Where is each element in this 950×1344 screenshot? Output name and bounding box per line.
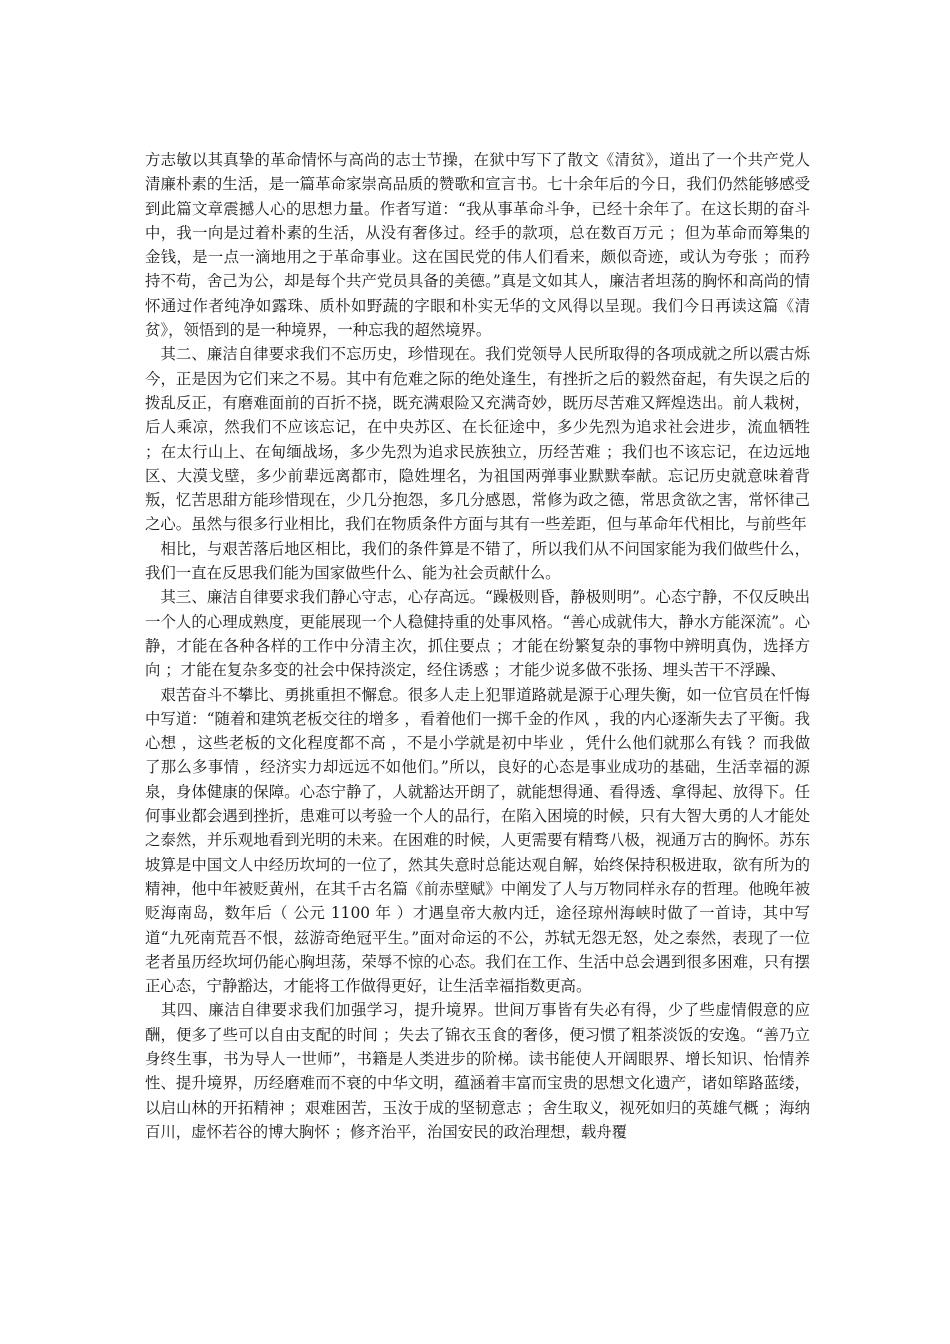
paragraph-2: 其二、廉洁自律要求我们不忘历史，珍惜现在。我们党领导人民所取得的各项成就之所以震古烁今，正是因为它们来之不易。其中有危难之际的绝处逢生，有挫折之后的毅然奋起，有失误之后的拨乱反正，有磨难面前的百折不挠，既充满艰险又充满奇妙，既历尽苦难又辉煌迭出。前人栽树，后人乘凉，然我们不应该忘记，在中央苏区、在长征途中，多少先烈为追求社会进步，流血牺牲 ；在太行山上、在甸缅战场，多少先烈为追求民族独立，历经苦难 ；我们也不该忘记，在边远地区、大漠戈壁，多少前辈远离都市，隐姓埋名，为祖国两弹事业默默奉献。忘记历史就意味着背叛，忆苦思甜方能珍惜现在，少几分抱怨，多几分感恩，常修为政之德，常思贪欲之害，常怀律己之心。虽然与很多行业相比，我们在物质条件方面与其有一些差距，但与革命年代相比，与前些年 [145, 345, 810, 534]
paragraph-1: 方志敏以其真挚的革命情怀与高尚的志士节操，在狱中写下了散文《清贫》，道出了一个共产党人清廉朴素的生活，是一篇革命家崇高品质的赞歌和宣言书。七十余年后的今日，我们仍然能够感受到此篇文章震撼人心的思想力量。作者写道：“我从事革命斗争，已经十余年了。在这长期的奋斗中，我一向是过着朴素的生活，从没有奢侈过。经手的款项，总在数百万元 ；但为革命而筹集的金钱，是一点一滴地用之于革命事业。这在国民党的伟人们看来，颇似奇迹，或认为夸张 ；而矜持不苟，舍己为公，却是每个共产党员具备的美德。”真是文如其人，廉洁者坦荡的胸怀和高尚的情怀通过作者纯净如露珠、质朴如野蔬的字眼和朴实无华的文风得以呈现。我们今日再读这篇《清贫》，领悟到的是一种境界，一种忘我的超然境界。 [145, 151, 810, 340]
paragraph-5: 艰苦奋斗不攀比、勇挑重担不懈怠。很多人走上犯罪道路就是源于心理失衡，如一位官员在忏悔中写道：“随着和建筑老板交往的增多 ，看着他们一掷千金的作风 ，我的内心逐渐失去了平衡。我心想 ，这些老板的文化程度都不高 ，不是小学就是初中毕业 ，凭什么他们就那么有钱 ？而我做了那么多事情 ，经济实力却远远不如他们。”所以，良好的心态是事业成功的基础，生活幸福的源泉，身体健康的保障。心态宁静了，人就豁达开朗了，就能想得通、看得透、拿得起、放得下。任何事业都会遇到挫折，患难可以考验一个人的品行，在陷入困境的时候，只有大智大勇的人才能处之泰然，并乐观地看到光明的未来。在困难的时候，人更需要有精骛八极，视通万古的胸怀。苏东坡算是中国文人中经历坎坷的一位了，然其失意时总能达观自解，始终保持积极进取，欲有所为的精神，他中年被贬黄州，在其千古名篇《前赤壁赋》中阐发了人与万物同样永存的哲理。他晚年被贬海南岛，数年后（ 公元 1100 年 ）才遇皇帝大赦内迁，途径琼州海峡时做了一首诗，其中写道“九死南荒吾不恨，兹游奇绝冠平生。”面对命运的不公，苏轼无怨无怒，处之泰然，表现了一位老者虽历经坎坷仍能心胸坦荡，荣辱不惊的心态。我们在工作、生活中总会遇到很多困难，只有摆正心态，宁静豁达，才能将工作做得更好，让生活幸福指数更高。 [145, 685, 810, 996]
paragraph-3: 相比，与艰苦落后地区相比，我们的条件算是不错了，所以我们从不问国家能为我们做些什么，我们一直在反思我们能为国家做些什么、能为社会贡献什么。 [145, 539, 810, 583]
paragraph-4: 其三、廉洁自律要求我们静心守志，心存高远。“躁极则昏，静极则明”。心态宁静，不仅反映出一个人的心理成熟度，更能展现一个人稳健持重的处事风格。“善心成就伟大，静水方能深流”。心静，才能在各种各样的工作中分清主次，抓住要点 ；才能在纷繁复杂的事物中辨明真伪，选择方向 ；才能在复杂多变的社会中保持淡定，经住诱惑 ；才能少说多做不张扬、埋头苦干不浮躁、 [145, 588, 810, 680]
paragraph-6: 其四、廉洁自律要求我们加强学习，提升境界。世间万事皆有失必有得，少了些虚情假意的应酬，便多了些可以自由支配的时间 ；失去了锦衣玉食的奢侈，便习惯了粗茶淡饭的安逸。“善乃立身终生事，书为导人一世师”，书籍是人类进步的阶梯。读书能使人开阔眼界、增长知识、怡情养性、提升境界，历经磨难而不衰的中华文明，蕴涵着丰富而宝贵的思想文化遗产，诸如筚路蓝缕，以启山林的开拓精神 ；艰难困苦，玉汝于成的坚韧意志 ；舍生取义，视死如归的英雄气概 ；海纳百川，虚怀若谷的博大胸怀 ；修齐治平，治国安民的政治理想，载舟覆 [145, 1001, 810, 1141]
body-text [145, 148, 810, 1144]
